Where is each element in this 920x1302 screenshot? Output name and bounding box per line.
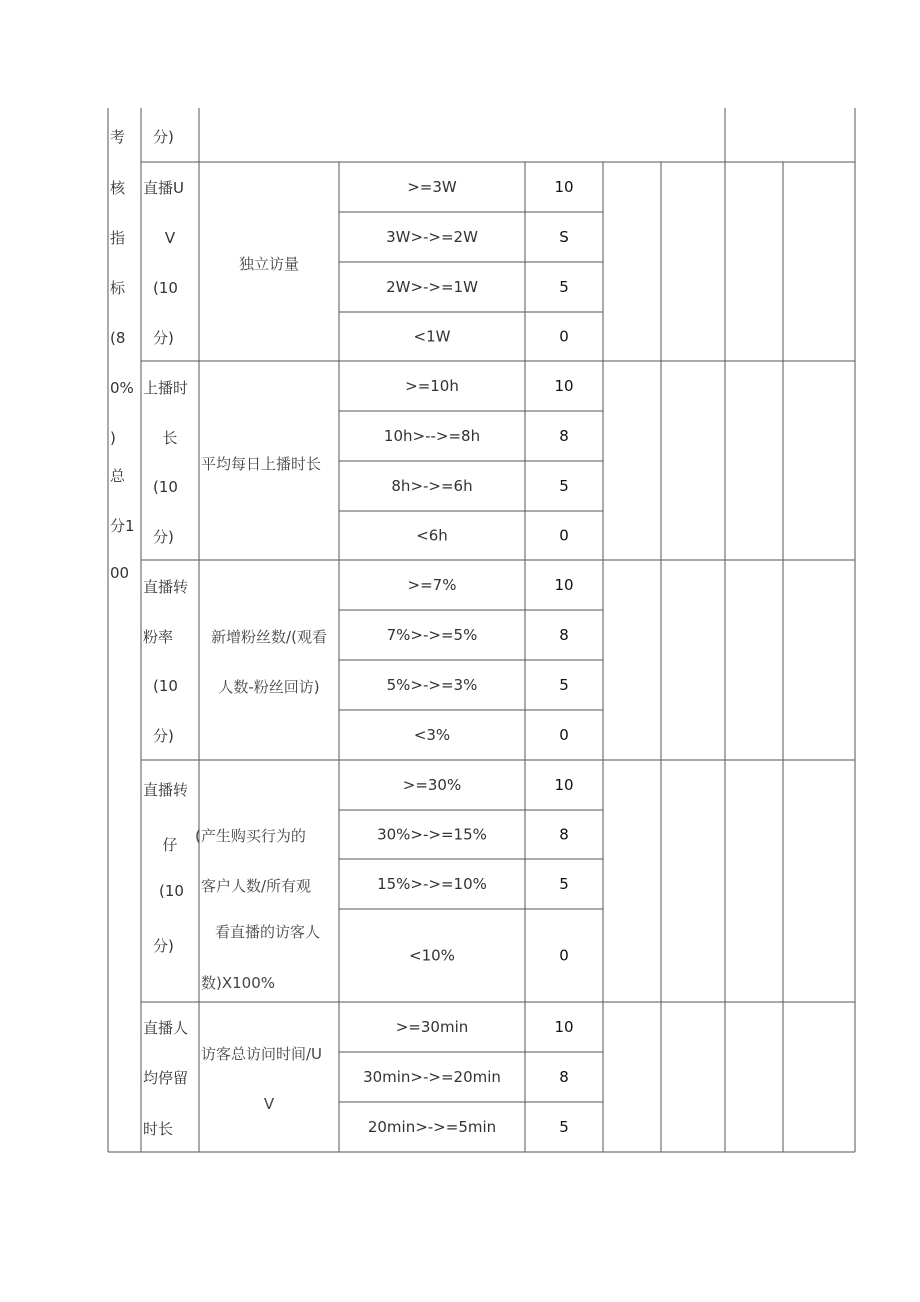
tier-range-text: >=10h bbox=[405, 377, 459, 395]
tier-score-text: 5 bbox=[559, 278, 569, 296]
metric-name-text: (10 bbox=[159, 882, 184, 900]
tier-range-text: 2W>->=1W bbox=[386, 278, 478, 296]
metric-name-text: 时长 bbox=[143, 1120, 174, 1138]
metric-name-text: (10 bbox=[153, 478, 178, 496]
tier-range-text: >=7% bbox=[407, 576, 457, 594]
tier-score-text: 5 bbox=[559, 676, 569, 694]
definition-text: 人数-粉丝回访) bbox=[218, 678, 320, 696]
table-text bbox=[110, 128, 574, 1138]
tier-range-text: 8h>->=6h bbox=[391, 477, 473, 495]
outer-category-text: 分1 bbox=[110, 517, 135, 535]
metric-name-text: 直播转 bbox=[143, 578, 189, 596]
metric-name-text: 分) bbox=[153, 937, 174, 955]
metric-name-text: 分) bbox=[153, 528, 174, 546]
tier-score-text: 8 bbox=[559, 1068, 569, 1086]
tier-range-text: 3W>->=2W bbox=[386, 228, 478, 246]
metric-name-text: 直播U bbox=[143, 179, 184, 197]
tier-range-text: 5%>->=3% bbox=[386, 676, 478, 694]
tier-range-text: 7%>->=5% bbox=[386, 626, 478, 644]
definition-text: 平均每日上播时长 bbox=[201, 455, 322, 473]
metric-name-text: V bbox=[164, 229, 176, 247]
metric-name-text: 均停留 bbox=[143, 1069, 189, 1087]
definition-text: 独立访量 bbox=[238, 255, 300, 273]
outer-category-text: (8 bbox=[110, 329, 126, 347]
metric-name-text: 直播转 bbox=[143, 781, 189, 799]
metric-name-text: 分) bbox=[153, 329, 174, 347]
metric-name-text: 上播时 bbox=[143, 379, 189, 397]
tier-score-text: 0 bbox=[559, 526, 569, 545]
tier-score-text: 8 bbox=[559, 626, 569, 644]
tier-score-text: 5 bbox=[559, 1118, 569, 1136]
tier-score-text: 0 bbox=[559, 726, 569, 744]
tier-range-text: >=3W bbox=[407, 178, 457, 196]
tier-score-text: 8 bbox=[559, 427, 569, 445]
tier-score-text: 0 bbox=[559, 327, 569, 346]
tier-range-text: 10h>-->=8h bbox=[383, 427, 481, 445]
tier-score-text: 10 bbox=[554, 178, 574, 196]
outer-category-text: 00 bbox=[110, 564, 130, 582]
tier-score-text: 10 bbox=[554, 576, 574, 594]
outer-category-text: 指 bbox=[110, 229, 126, 247]
tier-score-text: 8 bbox=[559, 825, 569, 844]
tier-score-text: S bbox=[559, 228, 569, 246]
tier-score-text: 10 bbox=[554, 377, 574, 395]
metric-name-text: 粉率 bbox=[143, 628, 174, 646]
outer-category-text: 标 bbox=[110, 279, 126, 297]
tier-range-text: 30%>->=15% bbox=[377, 825, 487, 844]
definition-text: 数)X100% bbox=[201, 974, 276, 992]
definition-text: 客户人数/所有观 bbox=[201, 877, 312, 895]
metric-name-text: (10 bbox=[153, 279, 178, 297]
outer-category-text: 0% bbox=[110, 379, 134, 397]
metric-name-text: 长 bbox=[162, 429, 178, 447]
metric-name-text: (10 bbox=[153, 677, 178, 695]
definition-text: 访客总访问时间/U bbox=[201, 1045, 323, 1063]
tier-score-text: 10 bbox=[554, 1018, 574, 1036]
metric-name-text: 分) bbox=[153, 128, 174, 146]
tier-range-text: >=30min bbox=[395, 1018, 469, 1036]
tier-range-text: 15%>->=10% bbox=[377, 875, 487, 893]
tier-score-text: 10 bbox=[554, 776, 574, 794]
tier-score-text: 0 bbox=[559, 946, 569, 965]
definition-text: V bbox=[263, 1095, 275, 1113]
metric-name-text: 仔 bbox=[162, 836, 178, 854]
definition-text: (产生购买行为的 bbox=[195, 827, 306, 845]
tier-score-text: 5 bbox=[559, 477, 569, 495]
metric-name-text: 分) bbox=[153, 727, 174, 745]
metric-name-text: 直播人 bbox=[143, 1019, 189, 1037]
tier-range-text: 30min>->=20min bbox=[363, 1068, 501, 1086]
outer-category-text: ) bbox=[110, 429, 116, 447]
tier-range-text: <6h bbox=[416, 526, 448, 545]
definition-text: 新增粉丝数/(观看 bbox=[211, 628, 327, 646]
tier-range-text: >=30% bbox=[402, 776, 462, 794]
tier-range-text: <3% bbox=[413, 726, 451, 744]
outer-category-text: 考 bbox=[110, 128, 126, 146]
tier-range-text: <10% bbox=[409, 946, 455, 965]
tier-range-text: <1W bbox=[413, 327, 451, 346]
tier-score-text: 5 bbox=[559, 875, 569, 893]
outer-category-text: 核 bbox=[110, 179, 126, 197]
tier-range-text: 20min>->=5min bbox=[367, 1118, 497, 1136]
outer-category-text: 总 bbox=[110, 467, 126, 485]
definition-text: 看直播的访客人 bbox=[215, 923, 321, 941]
